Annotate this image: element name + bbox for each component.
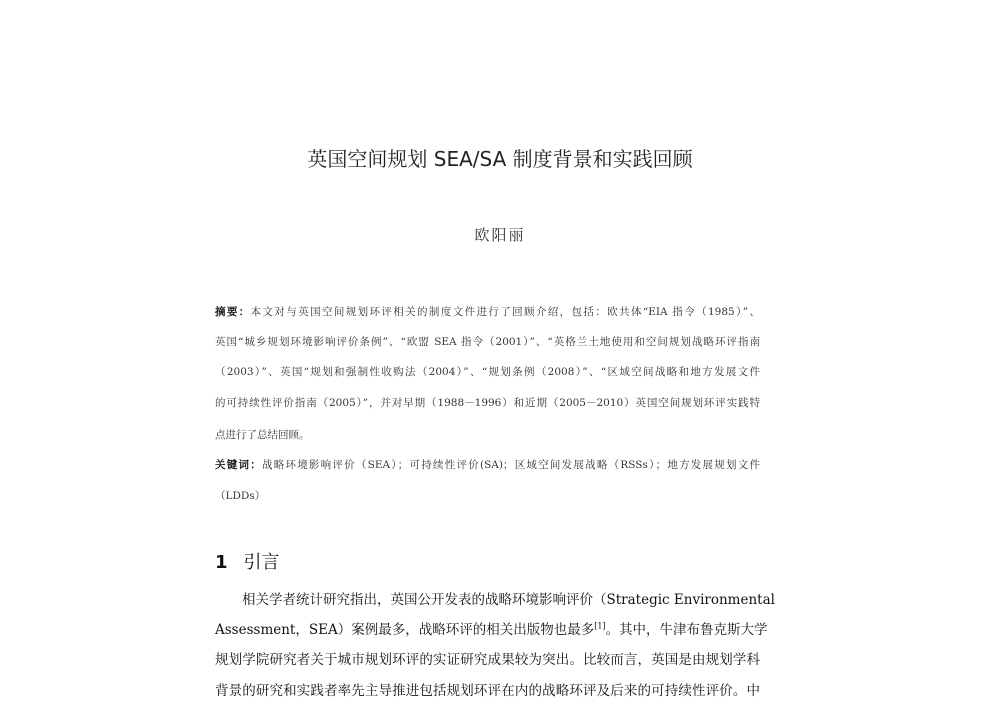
section-heading: [215, 548, 280, 574]
section-number: 1: [215, 552, 228, 573]
body-line: 规划学院研究者关于城市规划环评的实证研究成果较为突出。比较而言，英国是由规划学科: [215, 652, 760, 668]
abstract-line: （2003）”、英国“规划和强制性收购法（2004）”、“规划条例（2008）”、“区域空间战略和地方发展文件: [215, 366, 760, 378]
abstract-text: 本文对与英国空间规划环评相关的制度文件进行了回顾介绍，包括：欧共体“EIA 指令（1985）”、: [250, 306, 760, 318]
abstract-label: 摘要：: [215, 306, 251, 318]
paper-title: 英国空间规划 SEA/SA 制度背景和实践回顾: [307, 147, 693, 171]
abstract-line: 英国“城乡规划环境影响评价条例”、“欧盟 SEA 指令（2001）”、“英格兰土地使用和空间规划战略环评指南: [215, 336, 760, 348]
author: 欧阳丽: [474, 226, 526, 244]
section-title: 引言: [243, 552, 280, 573]
body-line: 相关学者统计研究指出，英国公开发表的战略环境影响评价（Strategic Environmental: [215, 592, 775, 608]
keywords-label: 关键词：: [215, 459, 262, 471]
keywords-text: 战略环境影响评价（SEA）；可持续性评价(SA)；区域空间发展战略（RSSs）；地方发展规划文件: [261, 459, 761, 471]
keywords-line: （LDDs）: [215, 490, 266, 502]
body-text-span: Assessment，SEA）案例最多，战略环评的相关出版物也最多: [215, 622, 595, 638]
body-text-span: 。其中，牛津布鲁克斯大学: [605, 622, 768, 638]
keywords-line: [215, 457, 760, 472]
abstract-line: 的可持续性评价指南（2005）”，并对早期（1988－1996）和近期（2005－2010）英国空间规划环评实践特: [215, 397, 760, 409]
body-line: [215, 618, 768, 638]
body-line: 背景的研究和实践者率先主导推进包括规划环评在内的战略环评及后来的可持续性评价。中: [215, 683, 760, 699]
abstract-line: 点进行了总结回顾。: [215, 429, 310, 441]
citation[interactable]: [1]: [594, 621, 606, 631]
abstract-line: [215, 304, 760, 319]
